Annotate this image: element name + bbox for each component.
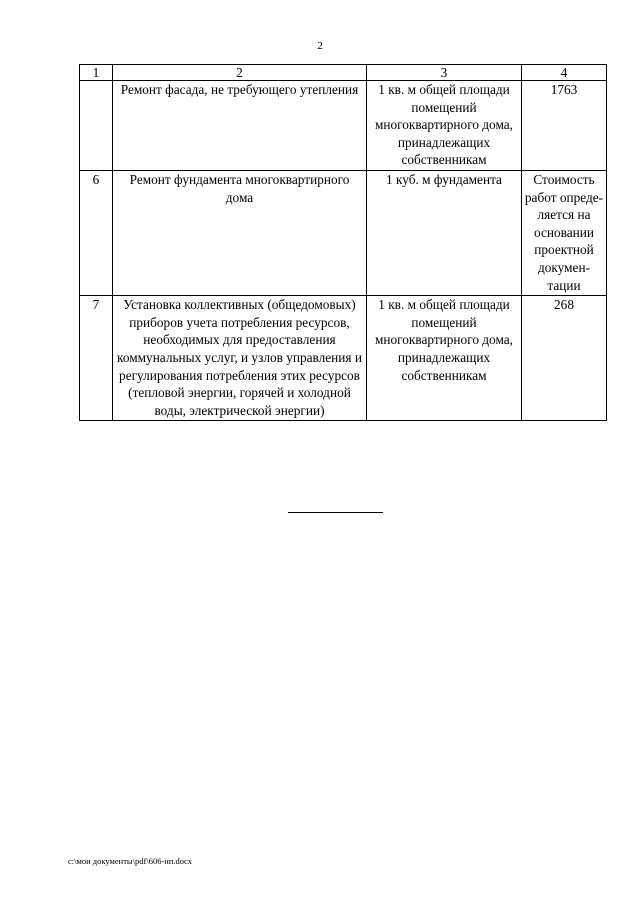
cost-cell: 268 xyxy=(522,296,607,421)
file-path-footer: c:\мои документы\pdf\606-нп.docx xyxy=(68,856,193,866)
row-number-cell: 6 xyxy=(80,170,113,295)
rates-table xyxy=(79,64,607,421)
work-type-cell: Ремонт фасада, не требующего утепления xyxy=(113,81,367,171)
work-type-cell: Установка коллективных (общедомовых) приборов учета потребления ресурсов, необходимых для предоставления коммунальных услуг, и узлов управления и регулирования потребления этих ресурсов (тепловой энергии, горячей и холодной воды, электрической энергии) xyxy=(113,296,367,421)
unit-cell: 1 куб. м фундамента xyxy=(367,170,522,295)
table-row xyxy=(80,170,607,295)
end-of-document-rule xyxy=(288,512,383,513)
unit-cell: 1 кв. м общей площади помещений многоквартирного дома, принадлежащих собственникам xyxy=(367,81,522,171)
row-number-cell xyxy=(80,81,113,171)
cost-cell: 1763 xyxy=(522,81,607,171)
page-number: 2 xyxy=(317,40,323,52)
table-row xyxy=(80,81,607,171)
table-header-row xyxy=(80,65,607,81)
unit-cell: 1 кв. м общей площади помещений многоквартирного дома, принадлежащих собственникам xyxy=(367,296,522,421)
work-type-cell: Ремонт фундамента многоквартирного дома xyxy=(113,170,367,295)
header-cell: 4 xyxy=(522,65,607,81)
cost-cell: Стоимость работ опреде-ляется на основании проектной докумен-тации xyxy=(522,170,607,295)
header-cell: 2 xyxy=(113,65,367,81)
table-row xyxy=(80,296,607,421)
row-number-cell: 7 xyxy=(80,296,113,421)
header-cell: 1 xyxy=(80,65,113,81)
header-cell: 3 xyxy=(367,65,522,81)
